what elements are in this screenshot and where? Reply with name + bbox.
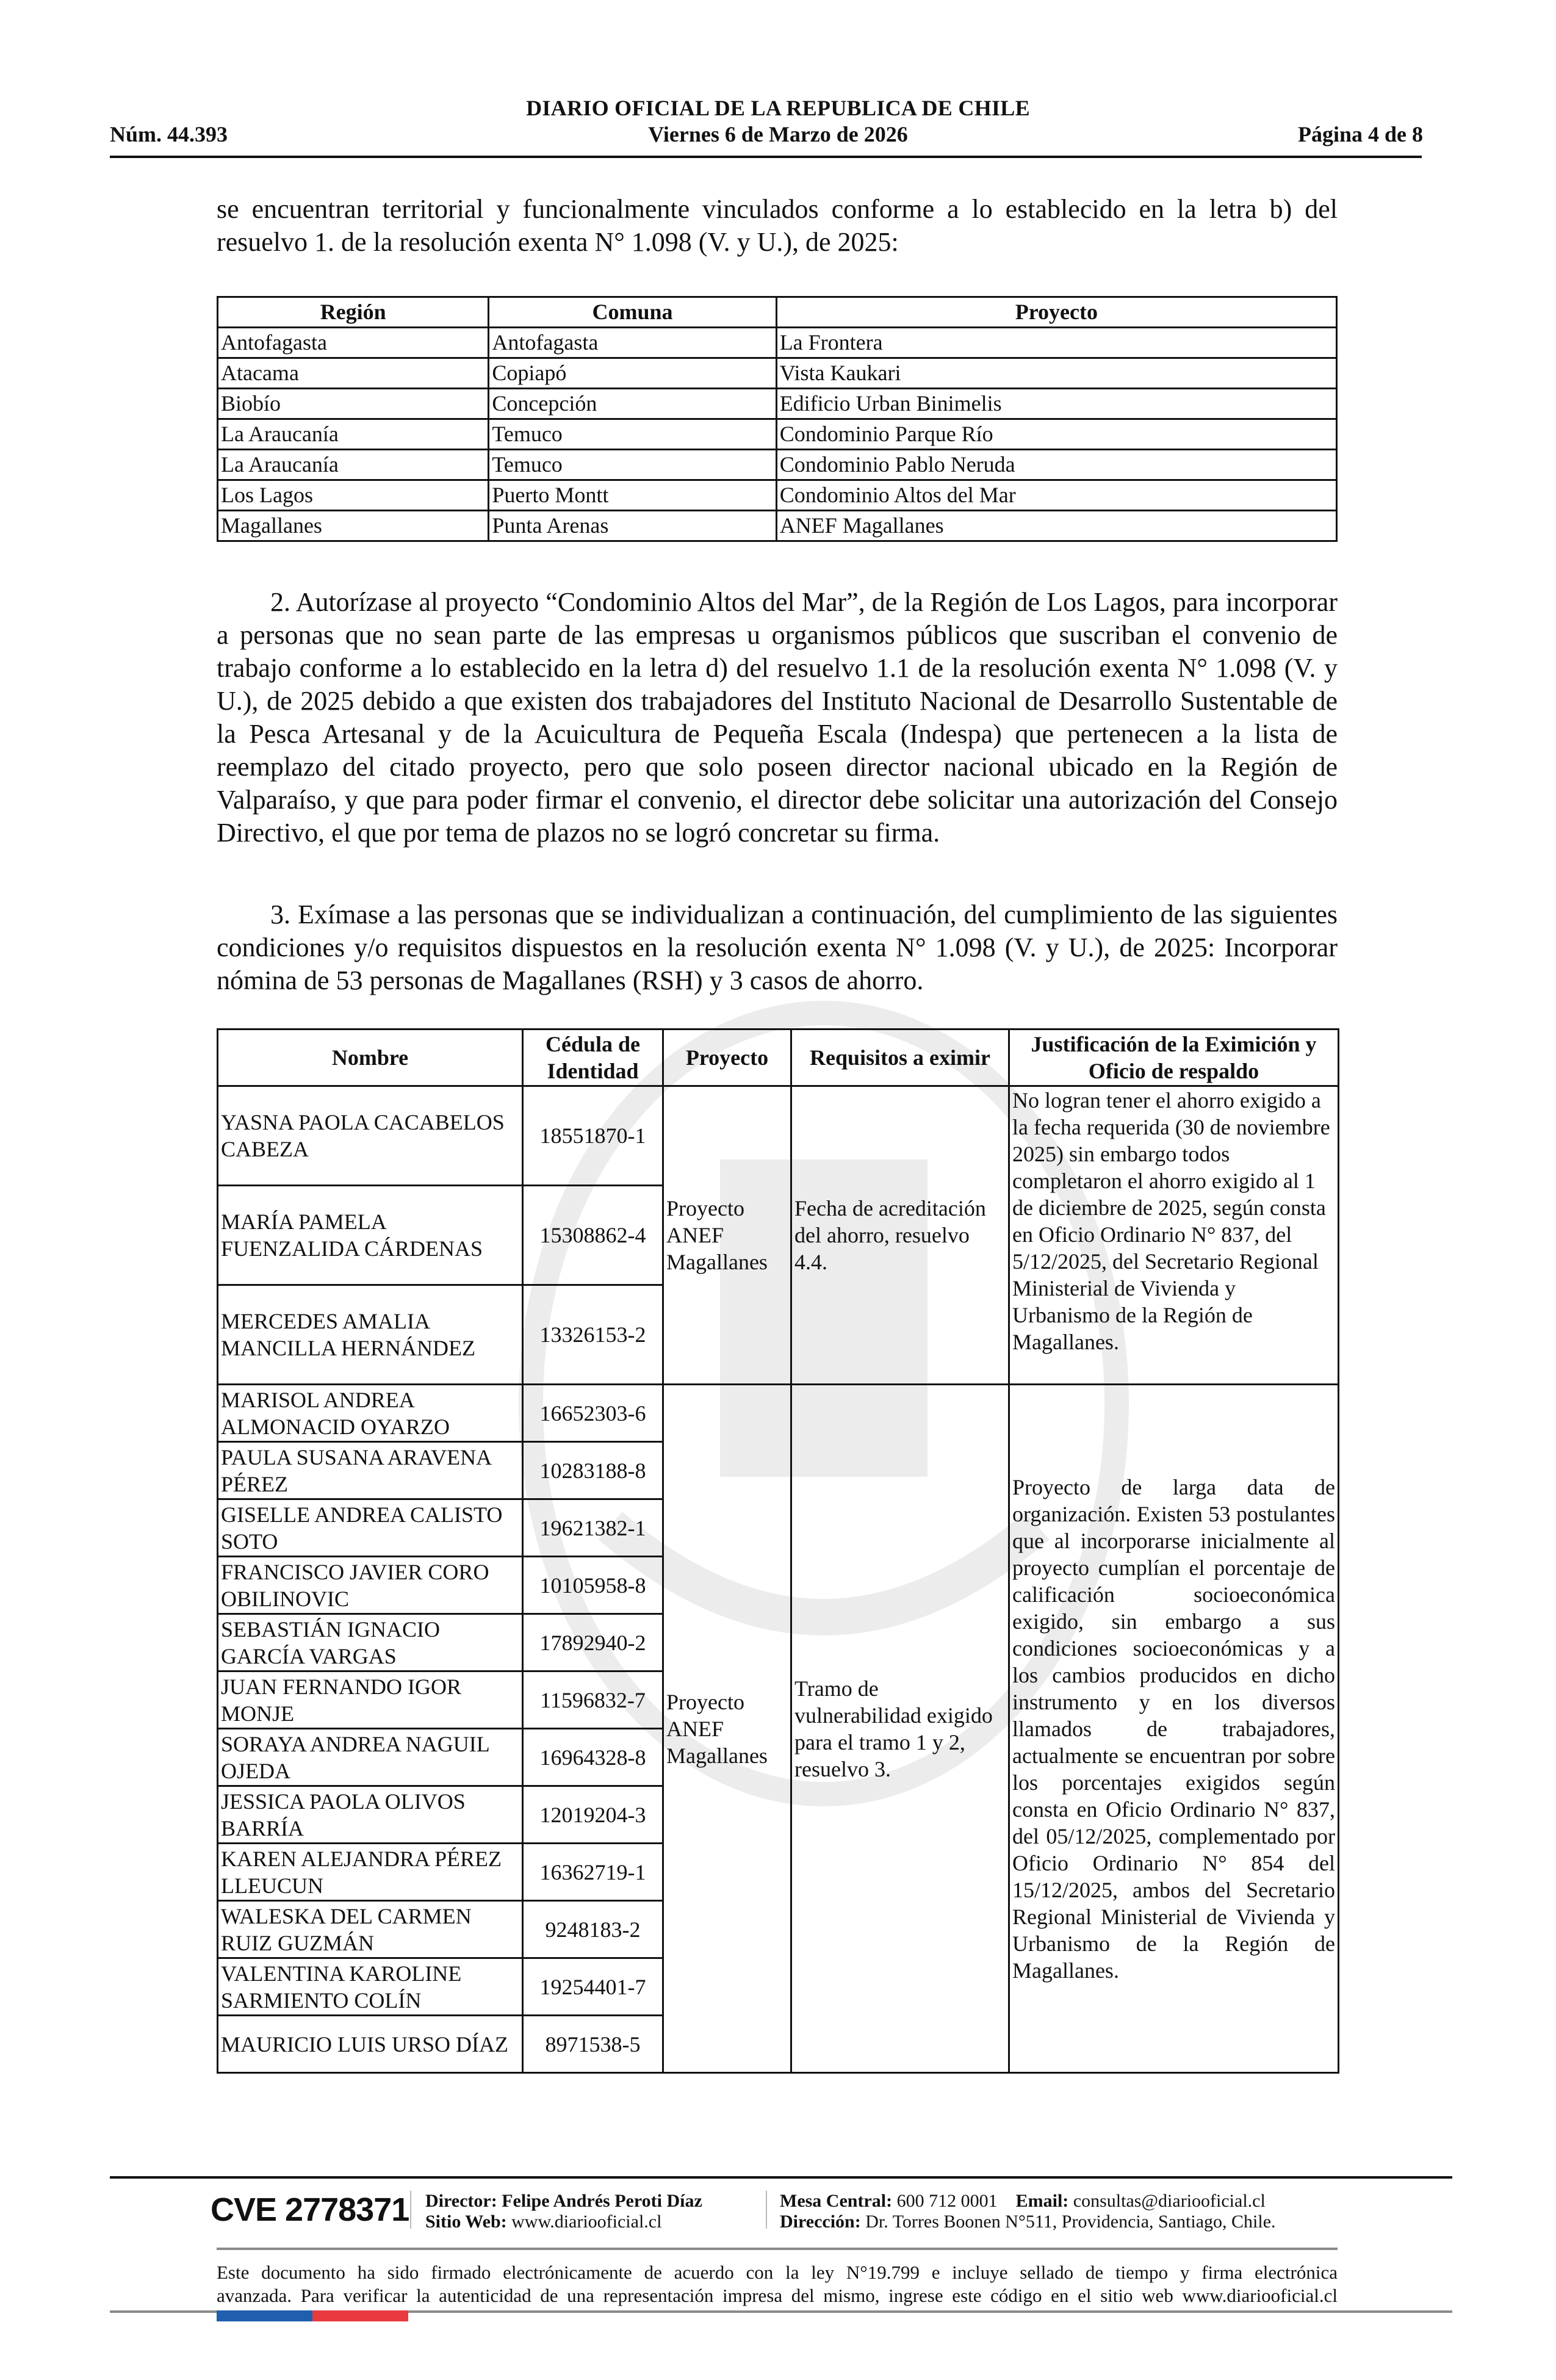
address-value: Dr. Torres Boonen N°511, Providencia, Santiago, Chile. bbox=[865, 2212, 1276, 2232]
phone-label: Mesa Central: bbox=[780, 2191, 893, 2211]
projects-table bbox=[217, 296, 1338, 542]
cell-region: La Araucanía bbox=[218, 419, 489, 450]
issue-number: Núm. 44.393 bbox=[110, 122, 228, 146]
cell-nombre: MAURICIO LUIS URSO DÍAZ bbox=[218, 2016, 523, 2073]
page-indicator: Página 4 de 8 bbox=[1297, 122, 1423, 146]
table-row bbox=[218, 419, 1337, 450]
signature-disclaimer-line2: avanzada. Para verificar la autenticidad de una representación impresa del mismo, ingrese este código en el sitio web www.diariooficial.cl bbox=[217, 2285, 1338, 2306]
cell-comuna: Antofagasta bbox=[489, 328, 776, 358]
resolution-point-3 bbox=[217, 898, 1338, 997]
cell-comuna: Puerto Montt bbox=[489, 480, 776, 511]
cell-justificacion: Proyecto de larga data de organización. Existen 53 postulantes que al incorporarse inicialmente al proyecto cumplían el porcentaje de calificación socioeconómica exigido, sin embargo a sus condiciones socioeconómicas y a los cambios producidos en dicho instrumento y en los diversos llamados de trabajadores, actualmente se encuentran por sobre los porcentajes exigidos según consta en Oficio Ordinario N° 837, del 05/12/2025, complementado por Oficio Ordinario N° 854 del 15/12/2025, ambos del Secretario Regional Ministerial de Vivienda y Urbanismo de la Región de Magallanes. bbox=[1009, 1385, 1339, 2073]
director-name: Felipe Andrés Peroti Díaz bbox=[502, 2191, 702, 2211]
cell-cedula: 19254401-7 bbox=[523, 1958, 663, 2016]
cell-nombre: PAULA SUSANA ARAVENA PÉREZ bbox=[218, 1442, 523, 1499]
cell-proyecto: Vista Kaukari bbox=[776, 358, 1336, 389]
cell-proyecto: Condominio Parque Río bbox=[776, 419, 1336, 450]
cell-region: La Araucanía bbox=[218, 450, 489, 480]
cell-comuna: Copiapó bbox=[489, 358, 776, 389]
flag-stripe-blue-icon bbox=[217, 2310, 312, 2321]
cell-nombre: FRANCISCO JAVIER CORO OBILINOVIC bbox=[218, 1557, 523, 1614]
cell-nombre: WALESKA DEL CARMEN RUIZ GUZMÁN bbox=[218, 1901, 523, 1958]
exemptions-table bbox=[217, 1028, 1339, 2074]
cell-proyecto: Edificio Urban Binimelis bbox=[776, 389, 1336, 419]
footer-divider bbox=[110, 2176, 1452, 2179]
column-header-justificacion: Justificación de la Eximición y Oficio de respaldo bbox=[1009, 1030, 1339, 1086]
flag-stripe-red-icon bbox=[312, 2310, 408, 2321]
cell-nombre: YASNA PAOLA CACABELOS CABEZA bbox=[218, 1086, 523, 1186]
table-header-row bbox=[218, 297, 1337, 328]
website-link[interactable]: www.diariooficial.cl bbox=[511, 2212, 662, 2232]
cell-region: Atacama bbox=[218, 358, 489, 389]
cell-cedula: 13326153-2 bbox=[523, 1285, 663, 1385]
cell-comuna: Temuco bbox=[489, 450, 776, 480]
cell-cedula: 18551870-1 bbox=[523, 1086, 663, 1186]
cell-cedula: 12019204-3 bbox=[523, 1786, 663, 1844]
intro-paragraph: se encuentran territorial y funcionalmente vinculados conforme a lo establecido en la letra b) del resuelvo 1. de la resolución exenta N° 1.098 (V. y U.), de 2025: bbox=[217, 194, 1338, 257]
cell-cedula: 15308862-4 bbox=[523, 1186, 663, 1285]
cell-nombre: JUAN FERNANDO IGOR MONJE bbox=[218, 1671, 523, 1729]
cell-nombre: SEBASTIÁN IGNACIO GARCÍA VARGAS bbox=[218, 1614, 523, 1671]
cell-comuna: Punta Arenas bbox=[489, 511, 776, 541]
email-label: Email: bbox=[1015, 2191, 1069, 2211]
issue-date: Viernes 6 de Marzo de 2026 bbox=[648, 122, 908, 146]
cell-cedula: 16964328-8 bbox=[523, 1729, 663, 1786]
website-label: Sitio Web: bbox=[425, 2212, 507, 2232]
column-header-proyecto: Proyecto bbox=[663, 1030, 791, 1086]
resolution-point-3-text: 3. Exímase a las personas que se individualizan a continuación, del cumplimiento de las siguientes condiciones y/o requisitos dispuestos en la resolución exenta N° 1.098 (V. y U.), de 2025: Incorporar nómina de 53 personas de Magallanes (RSH) y 3 casos de ahorro. bbox=[217, 900, 1338, 995]
cell-cedula: 10105958-8 bbox=[523, 1557, 663, 1614]
cell-proyecto: Condominio Pablo Neruda bbox=[776, 450, 1336, 480]
table-row bbox=[218, 480, 1337, 511]
cell-region: Magallanes bbox=[218, 511, 489, 541]
director-label: Director: bbox=[425, 2191, 497, 2211]
cell-cedula: 16362719-1 bbox=[523, 1844, 663, 1901]
email-link[interactable]: consultas@diariooficial.cl bbox=[1073, 2191, 1266, 2211]
table-row bbox=[218, 1086, 1339, 1186]
cell-requisitos: Tramo de vulnerabilidad exigido para el tramo 1 y 2, resuelvo 3. bbox=[791, 1385, 1009, 2073]
cell-cedula: 8971538-5 bbox=[523, 2016, 663, 2073]
cell-cedula: 10283188-8 bbox=[523, 1442, 663, 1499]
cell-requisitos: Fecha de acreditación del ahorro, resuelvo 4.4. bbox=[791, 1086, 1009, 1385]
cell-comuna: Concepción bbox=[489, 389, 776, 419]
table-row bbox=[218, 389, 1337, 419]
resolution-point-2-text: 2. Autorízase al proyecto “Condominio Altos del Mar”, de la Región de Los Lagos, para incorporar a personas que no sean parte de las empresas u organismos públicos que suscriban el convenio de trabajo conforme a lo establecido en la letra d) del resuelvo 1.1 de la resolución exenta N° 1.098 (V. y U.), de 2025 debido a que existen dos trabajadores del Instituto Nacional de Desarrollo Sustentable de la Pesca Artesanal y de la Acuicultura de Pequeña Escala (Indespa) que pertenecen a la lista de reemplazo del citado proyecto, pero que solo poseen director nacional ubicado en la Región de Valparaíso, y que para poder firmar el convenio, el director debe solicitar una autorización del Consejo Directivo, el que por tema de plazos no se logró concretar su firma. bbox=[217, 587, 1338, 848]
signature-disclaimer-line1: Este documento ha sido firmado electrónicamente de acuerdo con la ley N°19.799 e incluye sellado de tiempo y firma electrónica bbox=[217, 2262, 1338, 2283]
phone-value: 600 712 0001 bbox=[896, 2191, 998, 2211]
resolution-point-2 bbox=[217, 586, 1338, 849]
cell-cedula: 11596832-7 bbox=[523, 1671, 663, 1729]
column-header-nombre: Nombre bbox=[218, 1030, 523, 1086]
table-row bbox=[218, 358, 1337, 389]
cell-justificacion: No logran tener el ahorro exigido a la fecha requerida (30 de noviembre 2025) sin embargo todos completaron el ahorro exigido al 1 de diciembre de 2025, según consta en Oficio Ordinario N° 837, del 5/12/2025, del Secretario Regional Ministerial de Vivienda y Urbanismo de la Región de Magallanes. bbox=[1009, 1086, 1339, 1385]
cve-code: CVE 2778371 bbox=[211, 2191, 409, 2228]
column-header-proyecto: Proyecto bbox=[776, 297, 1336, 328]
footer-separator bbox=[766, 2191, 767, 2229]
cell-comuna: Temuco bbox=[489, 419, 776, 450]
cell-cedula: 16652303-6 bbox=[523, 1385, 663, 1442]
table-row bbox=[218, 1385, 1339, 1442]
newspaper-title: DIARIO OFICIAL DE LA REPUBLICA DE CHILE bbox=[526, 96, 1030, 120]
cell-nombre: MERCEDES AMALIA MANCILLA HERNÁNDEZ bbox=[218, 1285, 523, 1385]
header-divider bbox=[110, 156, 1422, 158]
footer-gray-divider bbox=[217, 2248, 1338, 2250]
cell-proyecto: Proyecto ANEF Magallanes bbox=[663, 1086, 791, 1385]
cell-region: Antofagasta bbox=[218, 328, 489, 358]
footer-contact-block bbox=[780, 2191, 1276, 2232]
address-label: Dirección: bbox=[780, 2212, 861, 2232]
cell-proyecto: Proyecto ANEF Magallanes bbox=[663, 1385, 791, 2073]
table-row bbox=[218, 328, 1337, 358]
cell-cedula: 19621382-1 bbox=[523, 1499, 663, 1557]
cell-nombre: MARISOL ANDREA ALMONACID OYARZO bbox=[218, 1385, 523, 1442]
column-header-region: Región bbox=[218, 297, 489, 328]
cell-region: Los Lagos bbox=[218, 480, 489, 511]
cell-proyecto: La Frontera bbox=[776, 328, 1336, 358]
cell-proyecto: ANEF Magallanes bbox=[776, 511, 1336, 541]
table-header-row bbox=[218, 1030, 1339, 1086]
cell-nombre: JESSICA PAOLA OLIVOS BARRÍA bbox=[218, 1786, 523, 1844]
table-row bbox=[218, 511, 1337, 541]
cell-proyecto: Condominio Altos del Mar bbox=[776, 480, 1336, 511]
footer-director-block bbox=[425, 2191, 702, 2232]
cell-nombre: KAREN ALEJANDRA PÉREZ LLEUCUN bbox=[218, 1844, 523, 1901]
cell-nombre: SORAYA ANDREA NAGUIL OJEDA bbox=[218, 1729, 523, 1786]
cell-cedula: 9248183-2 bbox=[523, 1901, 663, 1958]
cell-nombre: MARÍA PAMELA FUENZALIDA CÁRDENAS bbox=[218, 1186, 523, 1285]
table-row bbox=[218, 450, 1337, 480]
cell-nombre: GISELLE ANDREA CALISTO SOTO bbox=[218, 1499, 523, 1557]
column-header-cedula: Cédula de Identidad bbox=[523, 1030, 663, 1086]
column-header-requisitos: Requisitos a eximir bbox=[791, 1030, 1009, 1086]
cell-cedula: 17892940-2 bbox=[523, 1614, 663, 1671]
column-header-comuna: Comuna bbox=[489, 297, 776, 328]
cell-nombre: VALENTINA KAROLINE SARMIENTO COLÍN bbox=[218, 1958, 523, 2016]
cell-region: Biobío bbox=[218, 389, 489, 419]
footer-separator bbox=[410, 2191, 411, 2229]
